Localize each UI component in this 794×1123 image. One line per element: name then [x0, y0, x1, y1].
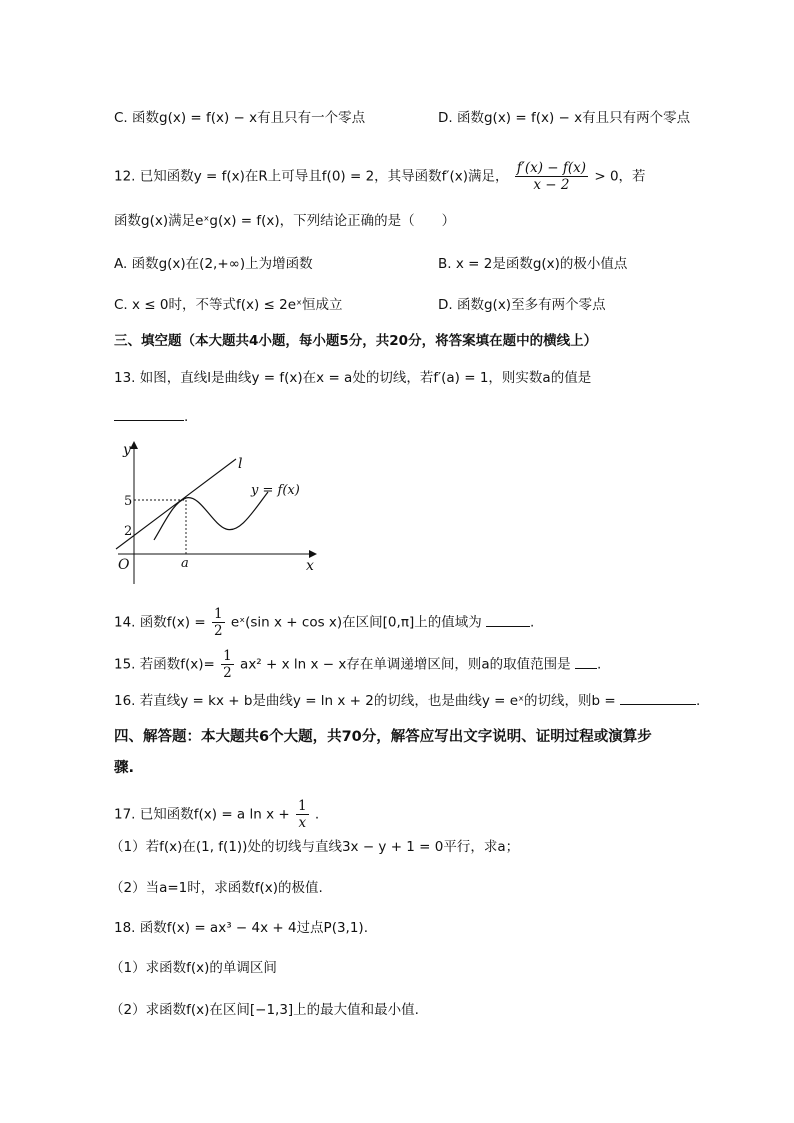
question-15-post: ax² + x ln x − x存在单调递增区间，则a的取值范围是: [240, 656, 571, 673]
question-14-fraction: [212, 606, 225, 639]
answer-blank: [620, 690, 696, 705]
fraction-numerator: 1: [297, 798, 307, 814]
question-15-end: .: [596, 656, 602, 673]
question-17-pre: 17. 已知函数f(x) = a ln x +: [114, 806, 290, 823]
question-18-stem: 18. 函数f(x) = ax³ − 4x + 4过点P(3,1).: [114, 920, 368, 936]
option-12a: A. 函数g(x)在(2,+∞)上为增函数: [114, 256, 313, 272]
tick-2: 2: [124, 524, 133, 539]
question-12-stem-a: 12. 已知函数y = f(x)在R上可导且f(0) = 2，其导函数f′(x)满足，: [114, 168, 509, 185]
option-11d: D. 函数g(x) = f(x) − x有且只有两个零点: [438, 110, 691, 126]
label-origin: O: [118, 557, 130, 573]
answer-blank: [486, 612, 530, 627]
question-15-fraction: [221, 648, 234, 681]
question-16-text: 16. 若直线y = kx + b是曲线y = ln x + 2的切线，也是曲线y = eˣ的切线，则b =: [114, 693, 616, 709]
label-l: l: [238, 456, 243, 472]
section-4-heading-cont: 骤.: [114, 760, 135, 776]
fraction-denominator: x − 2: [533, 177, 570, 193]
fraction-denominator: 2: [213, 623, 223, 639]
question-14-pre: 14. 函数f(x) =: [114, 614, 206, 631]
question-14-end: .: [530, 614, 535, 631]
question-18-part-2: （2）求函数f(x)在区间[−1,3]上的最大值和最小值.: [110, 1002, 419, 1018]
option-12c: C. x ≤ 0时，不等式f(x) ≤ 2eˣ恒成立: [114, 297, 343, 313]
question-17-fraction: [296, 798, 309, 831]
fraction-denominator: 2: [223, 665, 232, 681]
answer-blank: [114, 406, 184, 421]
option-12d: D. 函数g(x)至多有两个零点: [438, 297, 606, 313]
fraction-numerator: 1: [213, 606, 223, 622]
question-16-end: .: [696, 693, 701, 709]
question-17-part-1: （1）若f(x)在(1, f(1))处的切线与直线3x − y + 1 = 0平行，求a；: [110, 839, 520, 855]
tick-a: a: [181, 556, 189, 571]
label-y: y: [123, 442, 131, 458]
question-15-pre: 15. 若函数f(x)=: [114, 656, 215, 673]
question-17-stem: [114, 798, 319, 831]
curve-f: [154, 492, 268, 540]
question-12-stem-c: 函数g(x)满足eˣg(x) = f(x)，下列结论正确的是（ ）: [114, 213, 456, 229]
question-12-stem-b: > 0，若: [594, 168, 646, 185]
section-3-heading: 三、填空题（本大题共4小题，每小题5分，共20分，将答案填在题中的横线上）: [114, 333, 598, 349]
question-13-answer: [114, 406, 188, 427]
question-16: [114, 690, 700, 711]
fraction-numerator: f′(x) − f(x): [516, 160, 587, 176]
option-11c: C. 函数g(x) = f(x) − x有且只有一个零点: [114, 110, 366, 126]
question-12-stem: [114, 160, 646, 193]
answer-blank: [575, 654, 597, 669]
question-14-post: eˣ(sin x + cos x)在区间[0,π]上的值域为: [230, 614, 482, 631]
fraction-denominator: x: [298, 815, 307, 831]
label-curve: y = f(x): [251, 483, 300, 498]
tangent-figure: [108, 436, 328, 586]
question-18-part-1: （1）求函数f(x)的单调区间: [110, 960, 277, 976]
section-4-heading: 四、解答题：本大题共6个大题，共70分，解答应写出文字说明、证明过程或演算步: [114, 729, 652, 745]
question-17-end: .: [314, 806, 320, 823]
tick-5: 5: [124, 494, 133, 509]
question-14: [114, 606, 534, 639]
question-13-stem: 13. 如图，直线l是曲线y = f(x)在x = a处的切线，若f′(a) = 1，则实数a的值是: [114, 370, 592, 386]
question-15: [114, 648, 601, 681]
fraction-numerator: 1: [223, 648, 232, 664]
question-12-fraction: [515, 160, 588, 193]
label-x: x: [306, 558, 314, 574]
question-13-end: .: [184, 409, 189, 425]
option-12b: B. x = 2是函数g(x)的极小值点: [438, 256, 628, 272]
question-17-part-2: （2）当a=1时，求函数f(x)的极值.: [110, 880, 323, 896]
